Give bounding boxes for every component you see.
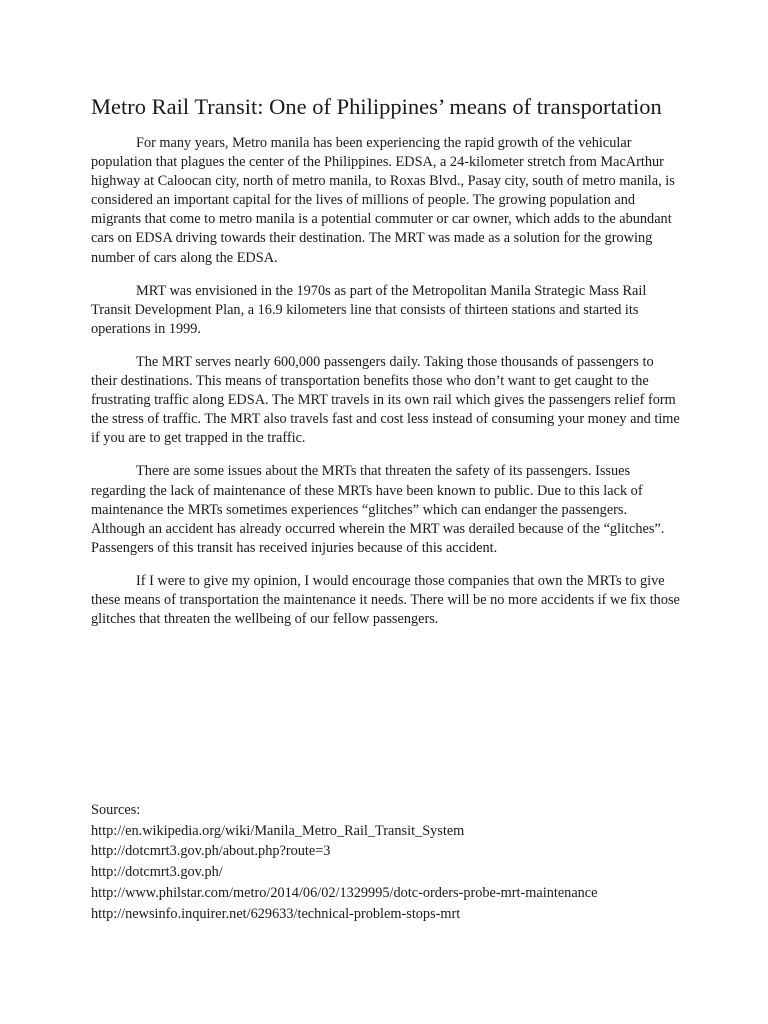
article-body [91, 134, 681, 643]
source-link[interactable]: http://dotcmrt3.gov.ph/ [91, 864, 223, 881]
sources-heading: Sources: [91, 802, 141, 818]
paragraph-opinion: If I were to give my opinion, I would encourage those companies that own the MRTs to give these means of transportation the maintenance it needs. There will be no more accidents if we fix those glitches that threaten the wellbeing of our fellow passengers. [91, 572, 680, 628]
source-link[interactable]: http://dotcmrt3.gov.ph/about.php?route=3 [91, 843, 331, 860]
source-link[interactable]: http://www.philstar.com/metro/2014/06/02/1329995/dotc-orders-probe-mrt-maintenance [91, 884, 598, 901]
paragraph-history: MRT was envisioned in the 1970s as part of the Metropolitan Manila Strategic Mass Rail Transit Development Plan, a 16.9 kilometers line that consists of thirteen stations and started its operations in 1999. [91, 282, 647, 337]
paragraph-intro: For many years, Metro manila has been experiencing the rapid growth of the vehicular population that plagues the center of the Philippines. EDSA, a 24-kilometer stretch from MacArthur highway at Caloocan city, north of metro manila, to Roxas Blvd., Pasay city, south of metro manila, is considered an important capital for the lives of millions of people. The growing population and migrants that come to metro manila is a potential commuter or car owner, which adds to the abundant cars on EDSA driving towards their destination. The MRT was made as a solution for the growing number of cars along the EDSA. [91, 135, 675, 266]
source-link[interactable]: http://newsinfo.inquirer.net/629633/technical-problem-stops-mrt [91, 905, 461, 922]
sources-section [91, 800, 691, 924]
source-link[interactable]: http://en.wikipedia.org/wiki/Manila_Metro_Rail_Transit_System [91, 822, 465, 839]
paragraph-benefits: The MRT serves nearly 600,000 passengers daily. Taking those thousands of passengers to their destinations. This means of transportation benefits those who don’t want to get caught to the frustrating traffic along EDSA. The MRT travels in its own rail which gives the passengers relief form the stress of traffic. The MRT also travels fast and cost less instead of consuming your money and time if you are to get trapped in the traffic. [91, 353, 680, 447]
paragraph-issues: There are some issues about the MRTs that threaten the safety of its passengers. Issues regarding the lack of maintenance of these MRTs have been known to public. Due to this lack of maintenance the MRTs sometimes experiences “glitches” which can endanger the passengers. Although an accident has already occurred wherein the MRT was derailed because of the “glitches”. Passengers of this transit has received injuries because of this accident. [91, 463, 665, 556]
page-title: Metro Rail Transit: One of Philippines’ means of transportation [91, 94, 662, 119]
